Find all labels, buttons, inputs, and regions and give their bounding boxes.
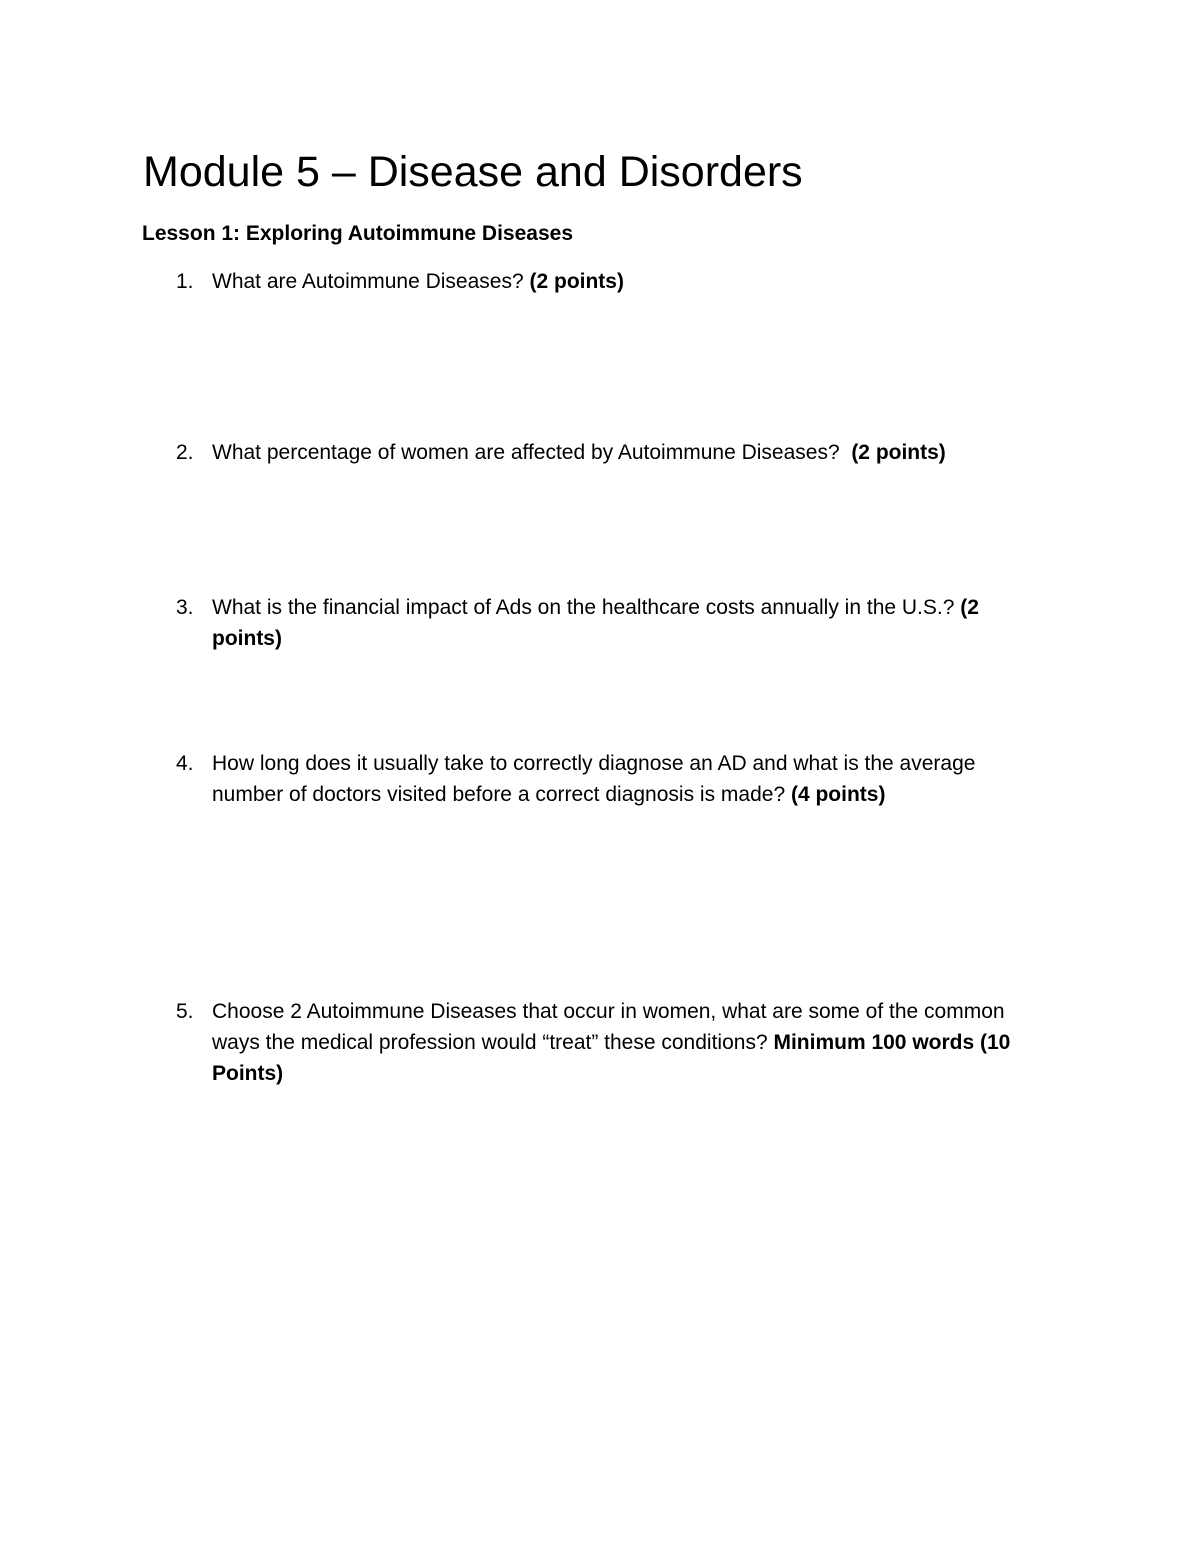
question-text-wrapper bbox=[212, 437, 1056, 468]
question-number: 5. bbox=[176, 1000, 194, 1023]
question-text: How long does it usually take to correctly diagnose an AD and what is the average number of doctors visited before a correct diagnosis is made? bbox=[212, 752, 976, 806]
question-text: What is the financial impact of Ads on the healthcare costs annually in the U.S.? bbox=[212, 596, 961, 619]
question-item bbox=[176, 996, 1056, 1089]
lesson-heading: Lesson 1: Exploring Autoimmune Diseases bbox=[142, 222, 573, 245]
question-points: Minimum 100 words (10 Points) bbox=[212, 1031, 1011, 1085]
question-text-wrapper bbox=[212, 266, 1056, 297]
question-text-wrapper bbox=[212, 592, 992, 654]
question-number: 2. bbox=[176, 441, 194, 464]
question-points: (2 points) bbox=[212, 596, 979, 650]
question-points: (4 points) bbox=[790, 783, 886, 806]
question-item bbox=[176, 437, 1056, 468]
question-number: 1. bbox=[176, 270, 194, 293]
question-item bbox=[176, 748, 1056, 810]
page-title: Module 5 – Disease and Disorders bbox=[143, 148, 803, 196]
question-item bbox=[176, 592, 1056, 654]
question-points: (2 points) bbox=[851, 441, 946, 464]
question-text-wrapper bbox=[212, 996, 1047, 1089]
question-text: Choose 2 Autoimmune Diseases that occur in women, what are some of the common ways the medical profession would “treat” these conditions? bbox=[212, 1000, 1005, 1054]
question-text: What are Autoimmune Diseases? bbox=[212, 270, 530, 293]
question-number: 4. bbox=[176, 752, 194, 775]
question-text: What percentage of women are affected by Autoimmune Diseases? bbox=[212, 441, 852, 464]
question-number: 3. bbox=[176, 596, 194, 619]
question-text-wrapper bbox=[212, 748, 1012, 810]
question-points: (2 points) bbox=[529, 270, 624, 293]
question-item bbox=[176, 266, 1056, 297]
